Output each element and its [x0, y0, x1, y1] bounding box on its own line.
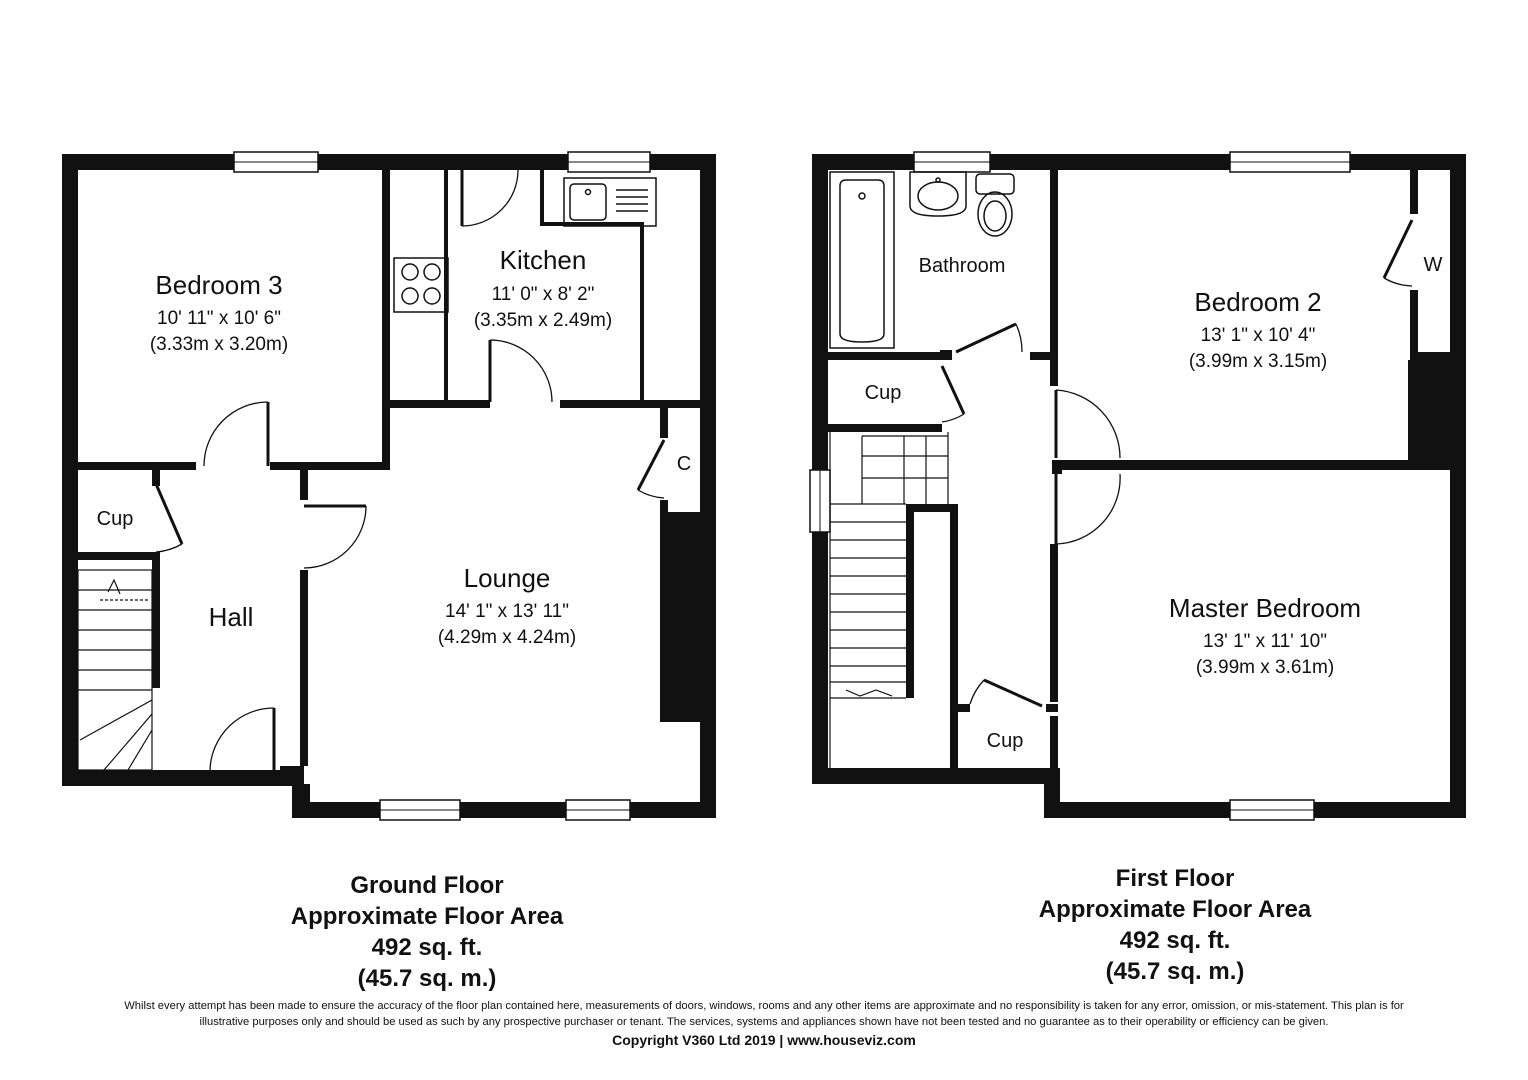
door [210, 708, 274, 770]
sink-fixture [564, 178, 656, 226]
copyright-line: Copyright V360 Ltd 2019 | www.houseviz.com [612, 1032, 916, 1048]
floor-title: First Floor [1115, 865, 1235, 892]
disclaimer-line-2: illustrative purposes only and should be used as such by any prospective purchaser or tenant. The services, systems and appliances shown have not been tested and no guarantee as to their operability or efficiency can be given. [199, 1016, 1329, 1028]
door [956, 324, 1022, 352]
floor-area-imperial: 492 sq. ft. [1119, 927, 1231, 954]
master-bedroom-label [1169, 593, 1361, 678]
bathroom-label: Bathroom [918, 255, 1006, 277]
room-dimensions-imperial: 13' 1" x 11' 10" [1203, 631, 1327, 652]
room-dimensions-imperial: 11' 0" x 8' 2" [491, 284, 595, 305]
door [462, 170, 518, 226]
window [1230, 800, 1314, 820]
hall-label: Hall [208, 602, 254, 632]
floor-area-imperial: 492 sq. ft. [371, 934, 483, 961]
bath-fixture [830, 172, 894, 348]
room-name: Master Bedroom [1168, 593, 1362, 623]
floor-area-metric: (45.7 sq. m.) [1105, 958, 1245, 985]
disclaimer-line-1: Whilst every attempt has been made to ensure the accuracy of the floor plan contained here, measurements of doors, windows, rooms and any other items are approximate and no responsibility is taken for any error, omission, or mis-statement. This plan is for [124, 1000, 1404, 1012]
window [568, 152, 650, 172]
first-floor-plan [810, 152, 1466, 820]
door [1384, 220, 1412, 286]
window [1230, 152, 1350, 172]
first-floor-outer-walls [812, 154, 1466, 818]
room-name: Bedroom 3 [155, 270, 283, 300]
ground-floor-caption [222, 870, 632, 994]
room-dimensions-metric: (3.99m x 3.61m) [1195, 657, 1335, 678]
ground-floor-plan [62, 152, 716, 820]
window [810, 470, 830, 532]
room-name: Lounge [463, 563, 551, 593]
first-floor-windows [810, 152, 1350, 820]
door [204, 402, 268, 466]
cupboard-label: Cup [986, 730, 1024, 752]
cupboard-label: Cup [96, 508, 134, 530]
toilet-fixture [976, 174, 1014, 236]
door [1056, 390, 1120, 458]
floor-area-metric: (45.7 sq. m.) [357, 965, 497, 992]
basin-fixture [910, 172, 966, 216]
room-dimensions-metric: (3.99m x 3.15m) [1188, 351, 1328, 372]
door [970, 680, 1042, 706]
door [304, 506, 366, 568]
wardrobe-label: W [1423, 254, 1443, 276]
lounge-label [438, 563, 576, 648]
door [638, 440, 664, 498]
door [942, 366, 964, 422]
door [1056, 474, 1120, 544]
kitchen-label [474, 245, 612, 331]
floor-area-heading: Approximate Floor Area [1038, 896, 1312, 923]
staircase [830, 432, 948, 768]
window [566, 800, 630, 820]
staircase [78, 570, 152, 770]
window [234, 152, 318, 172]
bedroom-2-label [1189, 287, 1327, 372]
room-dimensions-imperial: 10' 11" x 10' 6" [157, 308, 281, 329]
window [380, 800, 460, 820]
room-name: Kitchen [499, 245, 587, 275]
hob-fixture [394, 258, 448, 312]
ground-floor-windows [234, 152, 650, 820]
floor-title: Ground Floor [350, 872, 504, 899]
room-dimensions-metric: (3.33m x 3.20m) [149, 334, 289, 355]
floor-area-heading: Approximate Floor Area [290, 903, 564, 930]
ground-floor-doors [156, 170, 664, 770]
cupboard-c-label: C [676, 453, 692, 475]
bedroom-3-label [150, 270, 288, 355]
room-dimensions-imperial: 13' 1" x 10' 4" [1200, 325, 1316, 346]
door [490, 340, 552, 402]
first-floor-caption [970, 863, 1380, 987]
room-dimensions-imperial: 14' 1" x 13' 11" [445, 601, 569, 622]
cupboard-label: Cup [864, 382, 902, 404]
door [156, 484, 182, 552]
room-name: Bedroom 2 [1194, 287, 1322, 317]
room-dimensions-metric: (3.35m x 2.49m) [473, 310, 613, 331]
footer [20, 998, 1508, 1050]
window [914, 152, 990, 172]
ground-floor-interior-walls [78, 170, 700, 766]
room-dimensions-metric: (4.29m x 4.24m) [437, 627, 577, 648]
